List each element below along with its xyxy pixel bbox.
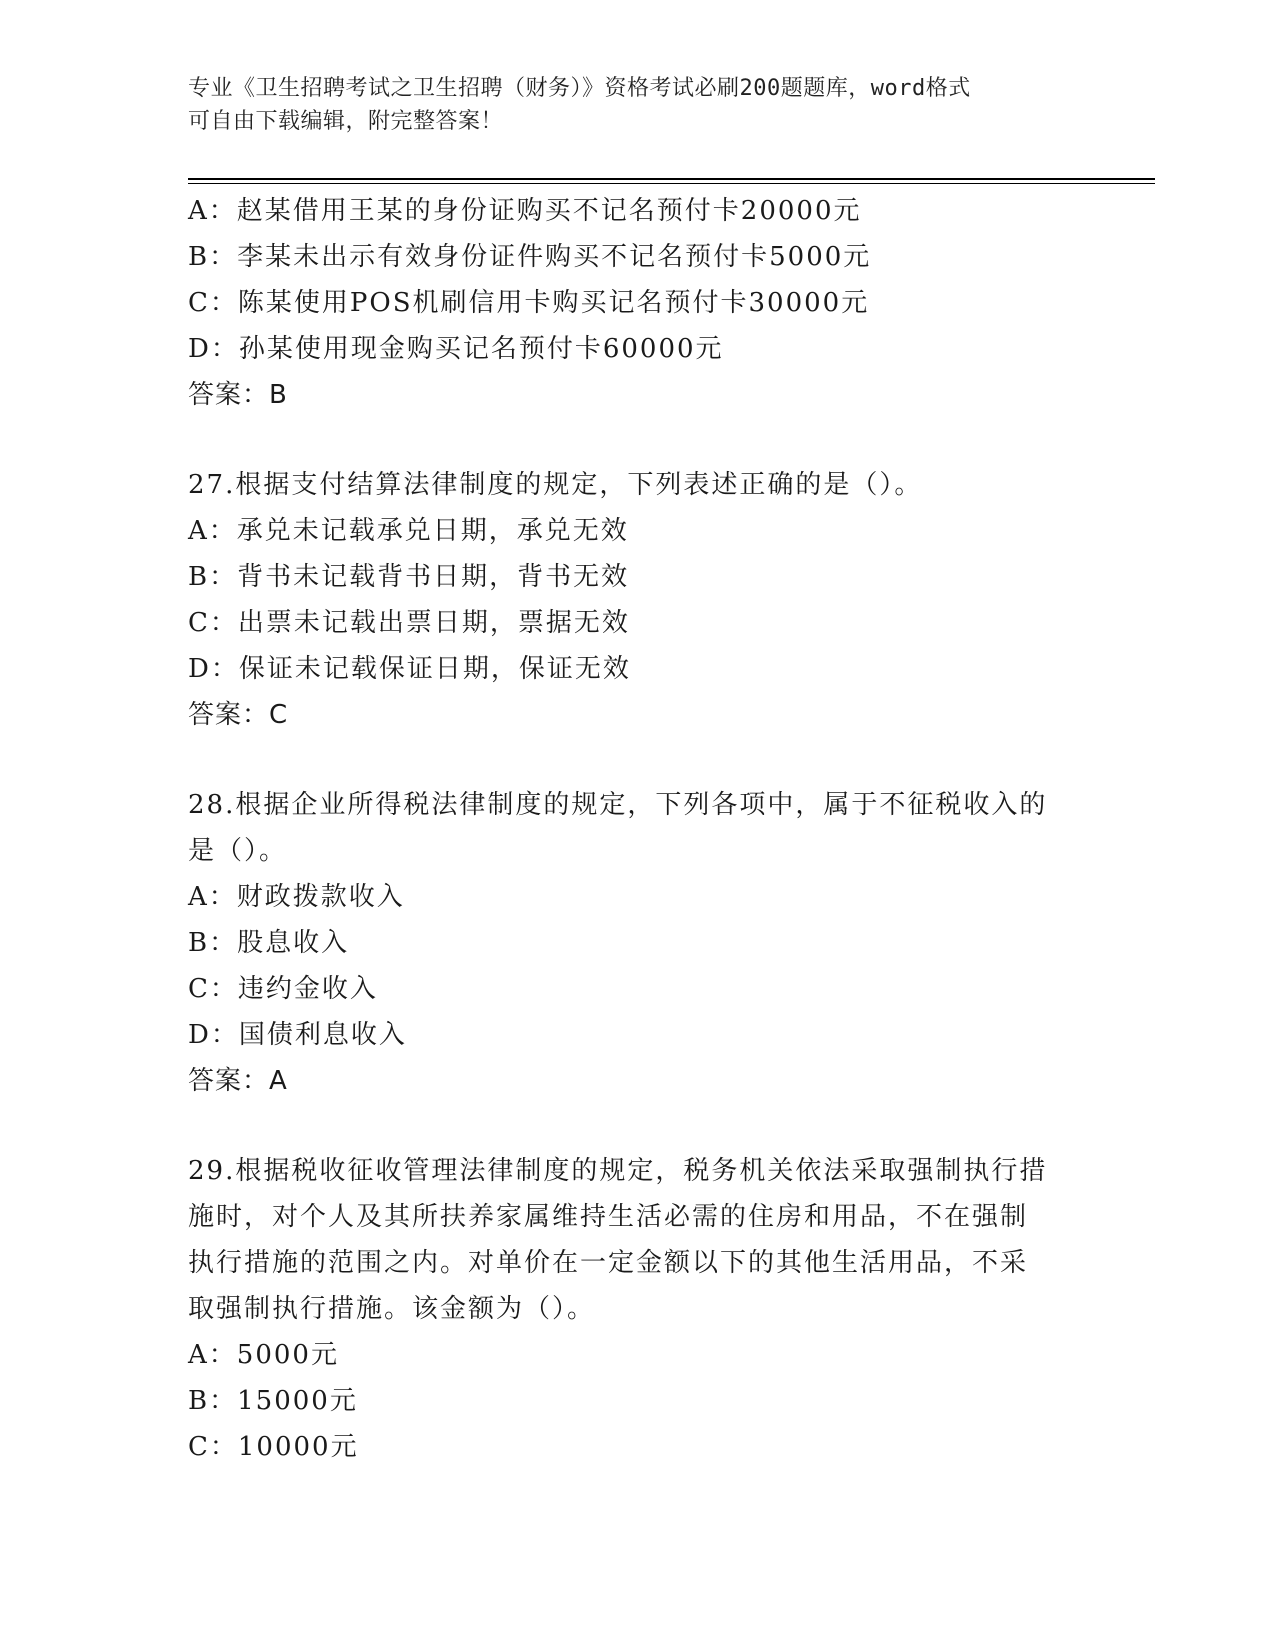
answer-option: D：孙某使用现金购买记名预付卡60000元 — [188, 334, 724, 364]
answer-option: B：股息收入 — [188, 928, 350, 958]
question-block — [188, 188, 1088, 418]
answer-key: 答案：C — [188, 700, 289, 730]
question-block — [188, 462, 1088, 738]
answer-option: B：背书未记载背书日期，背书无效 — [188, 562, 630, 592]
answer-key: 答案：B — [188, 380, 288, 410]
question-text-line: 取强制执行措施。该金额为（）。 — [188, 1294, 596, 1324]
answer-option: D：保证未记载保证日期，保证无效 — [188, 654, 631, 684]
question-text-line: 28.根据企业所得税法律制度的规定，下列各项中，属于不征税收入的 — [188, 790, 1048, 820]
answer-option: A：赵某借用王某的身份证购买不记名预付卡20000元 — [188, 196, 862, 226]
answer-option: C：陈某使用POS机刷信用卡购买记名预付卡30000元 — [188, 288, 870, 318]
question-text-line: 是（）。 — [188, 836, 288, 866]
question-text-line: 29.根据税收征收管理法律制度的规定，税务机关依法采取强制执行措 — [188, 1156, 1048, 1186]
answer-option: A：5000元 — [188, 1340, 339, 1370]
answer-option: C：违约金收入 — [188, 974, 378, 1004]
question-text-line: 施时，对个人及其所扶养家属维持生活必需的住房和用品，不在强制 — [188, 1202, 1029, 1232]
question-text-line: 27.根据支付结算法律制度的规定，下列表述正确的是（）。 — [188, 470, 923, 500]
answer-option: B：李某未出示有效身份证件购买不记名预付卡5000元 — [188, 242, 872, 272]
header-divider — [188, 178, 1155, 180]
block-spacer — [188, 1104, 1088, 1148]
question-block — [188, 782, 1088, 1104]
header-line-2: 可自由下载编辑，附完整答案！ — [188, 109, 504, 134]
answer-option: A：承兑未记载承兑日期，承兑无效 — [188, 516, 629, 546]
block-spacer — [188, 418, 1088, 462]
answer-option: D：国债利息收入 — [188, 1020, 407, 1050]
question-list — [188, 188, 1088, 1470]
answer-option: B：15000元 — [188, 1386, 358, 1416]
answer-option: C：出票未记载出票日期，票据无效 — [188, 608, 630, 638]
question-block — [188, 1148, 1088, 1470]
answer-key: 答案：A — [188, 1066, 288, 1096]
question-text-line: 执行措施的范围之内。对单价在一定金额以下的其他生活用品，不采 — [188, 1248, 1029, 1278]
block-spacer — [188, 738, 1088, 782]
answer-option: C：10000元 — [188, 1432, 359, 1462]
answer-option: A：财政拨款收入 — [188, 882, 405, 912]
header-line-1: 专业《卫生招聘考试之卫生招聘（财务）》资格考试必刷200题题库，word格式 — [188, 76, 971, 101]
header-divider-thin — [188, 183, 1155, 184]
document-header — [188, 72, 1068, 138]
